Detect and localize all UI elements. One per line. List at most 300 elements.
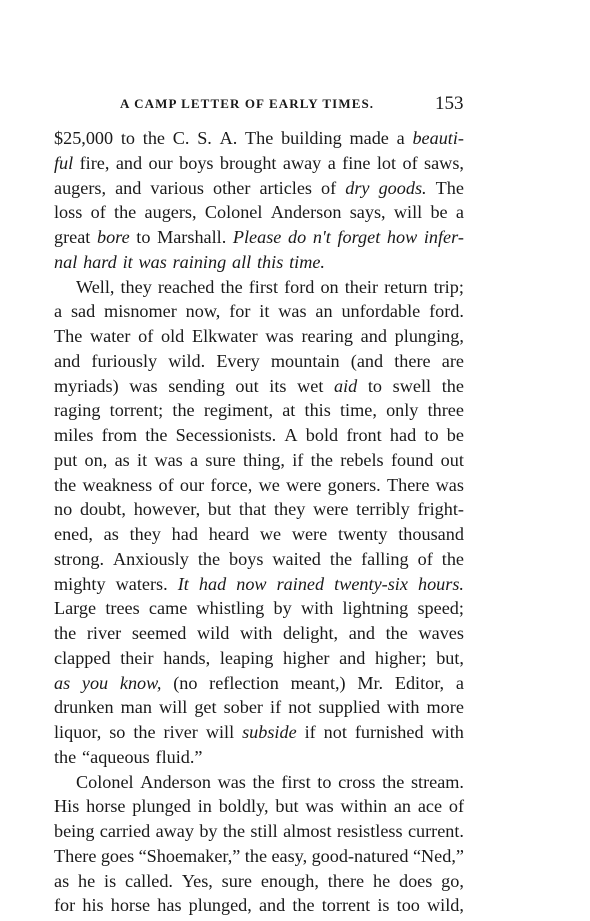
word: thousand xyxy=(398,524,464,544)
word: how xyxy=(386,227,418,247)
word: horse xyxy=(86,796,126,817)
word: “Ned,” xyxy=(412,845,464,866)
text-line xyxy=(54,794,464,819)
word: and xyxy=(258,895,286,916)
word: furiously xyxy=(91,350,158,371)
word: they xyxy=(273,499,306,520)
word: Mr. xyxy=(357,672,384,693)
word: myriads) xyxy=(54,375,119,396)
word: had xyxy=(171,524,198,544)
word: augers, xyxy=(144,202,197,223)
word: thing, xyxy=(243,449,285,470)
word: if xyxy=(304,722,316,742)
word: the xyxy=(220,276,243,297)
word: leaping xyxy=(219,647,274,668)
word: do xyxy=(288,227,307,247)
word: brought xyxy=(219,152,277,173)
word: the xyxy=(222,821,246,841)
word: plunging, xyxy=(394,326,464,346)
word: they xyxy=(129,524,161,544)
word: go, xyxy=(441,870,464,891)
word: a xyxy=(190,449,199,470)
word: Anderson xyxy=(140,771,211,792)
word: we xyxy=(258,474,280,495)
word: ford. xyxy=(429,301,464,322)
word: with xyxy=(300,598,334,619)
word: and xyxy=(115,177,142,198)
word: horse xyxy=(110,895,151,916)
word: nal xyxy=(54,251,78,272)
word: a xyxy=(455,202,464,223)
text-line xyxy=(54,720,464,745)
word: will xyxy=(159,697,188,718)
word: was xyxy=(217,771,246,792)
word: “Shoemaker,” xyxy=(138,845,241,866)
text-line xyxy=(54,671,464,696)
word: was xyxy=(138,251,167,272)
word: Secessionists. xyxy=(175,425,277,445)
word: the xyxy=(310,449,333,470)
word: the xyxy=(114,202,137,223)
word: aid xyxy=(334,375,358,396)
word: with xyxy=(431,722,464,742)
text-line xyxy=(54,250,464,275)
word: the xyxy=(252,771,275,792)
word: for xyxy=(229,301,251,322)
word: articles xyxy=(259,177,312,198)
word: were xyxy=(291,524,328,544)
word: building xyxy=(281,128,342,148)
word: away xyxy=(155,821,194,841)
word: out xyxy=(235,375,259,396)
word: called. xyxy=(125,870,173,891)
word: Marshall. xyxy=(157,227,227,247)
word: as xyxy=(114,449,130,470)
word: does xyxy=(398,870,433,891)
word: their xyxy=(344,276,379,297)
text-line xyxy=(54,646,464,671)
word: higher; xyxy=(375,647,427,668)
word: heard xyxy=(208,524,250,544)
word: hours. xyxy=(417,573,464,594)
word: was xyxy=(305,796,334,817)
word: not xyxy=(323,722,347,742)
text-line xyxy=(54,423,464,448)
word: lot xyxy=(376,152,397,173)
word: wild xyxy=(197,623,230,643)
word: the xyxy=(133,722,156,742)
text-line xyxy=(54,621,464,646)
word: falling xyxy=(361,548,409,569)
word: beauti- xyxy=(412,128,464,148)
word: a xyxy=(396,128,405,148)
word: as xyxy=(103,524,119,544)
word: wild. xyxy=(168,350,206,371)
word: all xyxy=(231,251,252,272)
text-line xyxy=(54,844,464,869)
word: meant,) xyxy=(290,672,346,693)
word: cross xyxy=(338,771,376,792)
word: Colonel xyxy=(204,202,263,223)
text-line xyxy=(54,745,464,770)
word: you xyxy=(81,672,109,693)
word: sober xyxy=(223,697,263,718)
word: bold xyxy=(305,425,339,445)
word: whistling xyxy=(196,598,265,619)
word: it xyxy=(122,251,133,272)
text-line xyxy=(54,473,464,498)
word: boys xyxy=(179,152,214,173)
word: force, xyxy=(210,474,253,495)
word: twenty-six xyxy=(334,573,408,594)
word: the xyxy=(54,474,77,495)
word: a xyxy=(327,152,336,173)
word: trees xyxy=(105,598,140,619)
word: Large xyxy=(54,598,97,619)
word: raging xyxy=(54,400,101,421)
text-line xyxy=(54,522,464,547)
word: clapped xyxy=(54,647,111,668)
word: on, xyxy=(84,449,108,470)
word: enough, xyxy=(260,870,319,891)
word: other xyxy=(213,177,251,198)
word: The xyxy=(54,326,83,346)
word: but xyxy=(207,499,232,520)
word: only xyxy=(386,400,419,421)
word: is xyxy=(377,895,390,916)
word: liquor, xyxy=(54,722,102,742)
word: if xyxy=(270,697,282,718)
word: an xyxy=(315,301,333,322)
word: easy, xyxy=(271,845,308,866)
word: the xyxy=(54,746,77,767)
word: goes xyxy=(100,845,135,866)
word: river xyxy=(86,623,122,643)
word: ace xyxy=(417,796,443,817)
word: had xyxy=(389,425,417,445)
word: the xyxy=(54,623,77,643)
word: that xyxy=(238,499,267,520)
word: Yes, xyxy=(181,870,213,891)
page-header xyxy=(0,93,590,117)
word: out xyxy=(440,449,464,470)
word: delight, xyxy=(283,623,339,643)
word: $25,000 xyxy=(54,128,114,148)
word: a xyxy=(54,301,63,322)
word: their xyxy=(120,647,154,668)
word: sure xyxy=(221,870,252,891)
word: Every xyxy=(216,350,260,371)
word: still xyxy=(250,821,278,841)
word: as xyxy=(54,870,70,891)
word: infer- xyxy=(423,227,464,247)
word: is xyxy=(104,870,117,891)
word: his xyxy=(82,895,104,916)
word: raining xyxy=(172,251,227,272)
word: had xyxy=(198,573,227,594)
word: there xyxy=(394,350,431,371)
word: torrent xyxy=(321,895,371,916)
word: seemed xyxy=(131,623,187,643)
word: of xyxy=(417,548,433,569)
text-line xyxy=(54,869,464,894)
word: reached xyxy=(157,276,215,297)
text-line xyxy=(54,299,464,324)
text-line xyxy=(54,819,464,844)
word: was xyxy=(265,326,294,346)
word: there xyxy=(327,870,365,891)
word: fire, xyxy=(79,152,110,173)
word: of xyxy=(321,177,337,198)
word: for xyxy=(54,895,76,916)
text-line xyxy=(54,374,464,399)
word: was xyxy=(278,301,307,322)
word: forget xyxy=(337,227,381,247)
word: fine xyxy=(342,152,371,173)
word: and xyxy=(115,152,143,173)
text-line xyxy=(54,596,464,621)
word: the xyxy=(142,128,165,148)
word: time, xyxy=(340,400,377,421)
text-line xyxy=(54,572,464,597)
word: boldly, xyxy=(218,796,269,817)
word: (and xyxy=(350,350,384,371)
word: came xyxy=(148,598,188,619)
word: will xyxy=(393,202,423,223)
word: resistless xyxy=(336,821,403,841)
word: he xyxy=(372,870,391,891)
word: the xyxy=(329,548,353,569)
word: waters. xyxy=(115,573,168,594)
word: current. xyxy=(407,821,464,841)
word: sending xyxy=(168,375,225,396)
word: an xyxy=(393,796,411,817)
word: saws, xyxy=(424,152,464,173)
word: Elkwater xyxy=(192,326,258,346)
word: by xyxy=(273,598,292,619)
word: made xyxy=(349,128,389,148)
word: Colonel xyxy=(76,771,134,792)
word: to xyxy=(317,771,332,792)
word: lightning xyxy=(342,598,409,619)
word: were xyxy=(286,474,322,495)
running-head: A CAMP LETTER OF EARLY TIMES. xyxy=(120,96,375,111)
text-line xyxy=(54,349,464,374)
word: Editor, xyxy=(394,672,445,693)
word: C. xyxy=(172,128,190,148)
word: miles xyxy=(54,425,94,445)
word: (no xyxy=(173,672,198,693)
word: put xyxy=(54,449,78,470)
word: to xyxy=(367,375,383,396)
word: drunken xyxy=(54,697,114,718)
word: plunged, xyxy=(188,895,252,916)
word: goods. xyxy=(378,177,427,198)
word: of xyxy=(158,474,174,495)
word: twenty xyxy=(337,524,388,544)
word: found xyxy=(390,449,434,470)
word: know, xyxy=(119,672,162,693)
word: now xyxy=(236,573,267,594)
word: be xyxy=(446,425,464,445)
word: river xyxy=(163,722,198,742)
text-line xyxy=(54,200,464,225)
word: fright- xyxy=(417,499,464,520)
word: was xyxy=(129,375,158,396)
word: rearing xyxy=(301,326,353,346)
word: time. xyxy=(289,251,325,272)
word: as xyxy=(54,672,71,693)
word: at xyxy=(282,400,296,421)
text-line xyxy=(54,893,464,918)
word: now, xyxy=(185,301,221,322)
word: it xyxy=(259,301,270,322)
word: Please xyxy=(232,227,282,247)
word: the xyxy=(292,895,315,916)
word: to xyxy=(120,128,136,148)
word: man xyxy=(120,697,152,718)
word: S. xyxy=(197,128,212,148)
word: the xyxy=(441,375,464,396)
word: weakness xyxy=(82,474,153,495)
word: wild, xyxy=(427,895,464,916)
word: three xyxy=(427,400,464,421)
text-line xyxy=(54,151,464,176)
word: first xyxy=(281,771,311,792)
word: plunged xyxy=(132,796,191,817)
word: to xyxy=(424,425,439,445)
word: has xyxy=(157,895,182,916)
word: the xyxy=(385,623,408,643)
word: boys xyxy=(229,548,264,569)
word: with xyxy=(240,623,273,643)
word: so xyxy=(109,722,126,742)
word: and xyxy=(54,350,81,371)
word: he xyxy=(78,870,96,891)
word: misnomer xyxy=(104,301,177,322)
word: this xyxy=(304,400,331,421)
body-text xyxy=(54,126,464,918)
word: sure xyxy=(205,449,236,470)
word: strong. xyxy=(54,548,105,569)
word: but, xyxy=(436,647,464,668)
word: His xyxy=(54,796,80,817)
word: various xyxy=(150,177,204,198)
word: rebels xyxy=(340,449,384,470)
word: our xyxy=(148,152,173,173)
text-line xyxy=(54,448,464,473)
word: waves xyxy=(418,623,464,643)
word: augers, xyxy=(54,177,107,198)
word: no xyxy=(54,499,73,520)
word: within xyxy=(340,796,388,817)
word: bore xyxy=(96,227,130,247)
word: with xyxy=(387,697,420,718)
word: subside xyxy=(242,722,297,742)
word: hands, xyxy=(163,647,211,668)
word: the xyxy=(382,771,405,792)
word: regiment, xyxy=(203,400,274,421)
word: it xyxy=(137,449,148,470)
word: its xyxy=(269,375,287,396)
word: A. xyxy=(219,128,238,148)
word: ened, xyxy=(54,524,93,544)
text-line xyxy=(54,398,464,423)
text-line xyxy=(54,770,464,795)
word: trip; xyxy=(433,276,464,297)
word: of xyxy=(402,152,418,173)
text-line xyxy=(54,176,464,201)
word: of xyxy=(138,326,154,346)
word: higher xyxy=(283,647,330,668)
word: mountain xyxy=(270,350,340,371)
word: to xyxy=(136,227,151,247)
word: The xyxy=(435,177,464,198)
word: the xyxy=(172,400,195,421)
word: the xyxy=(244,845,268,866)
word: n't xyxy=(312,227,331,247)
word: goners. xyxy=(327,474,381,495)
word: stream. xyxy=(410,771,464,792)
word: too xyxy=(396,895,420,916)
word: from xyxy=(101,425,137,445)
word: our xyxy=(179,474,205,495)
word: the xyxy=(145,425,168,445)
word: torrent; xyxy=(109,400,164,421)
word: if xyxy=(292,449,304,470)
page-number: 153 xyxy=(435,93,464,114)
word: on xyxy=(320,276,339,297)
word: wet xyxy=(297,375,324,396)
word: and xyxy=(348,623,375,643)
word: reflection xyxy=(209,672,279,693)
word: they xyxy=(120,276,152,297)
word: but xyxy=(275,796,299,817)
word: “aqueous xyxy=(82,746,150,767)
word: terribly xyxy=(356,499,410,520)
word: the xyxy=(441,548,464,569)
text-line xyxy=(54,695,464,720)
word: Well, xyxy=(76,276,115,297)
word: were xyxy=(313,499,349,520)
word: first xyxy=(248,276,279,297)
word: There xyxy=(386,474,430,495)
word: supplied xyxy=(318,697,381,718)
word: be xyxy=(430,202,448,223)
word: front xyxy=(346,425,382,445)
word: sad xyxy=(70,301,96,322)
word: of xyxy=(448,796,464,817)
word: loss xyxy=(54,202,83,223)
word: ful xyxy=(54,152,74,173)
word: was xyxy=(435,474,464,495)
word: swell xyxy=(392,375,432,396)
word: almost xyxy=(283,821,332,841)
word: by xyxy=(199,821,218,841)
word: of xyxy=(90,202,106,223)
word: carried xyxy=(99,821,151,841)
word: mighty xyxy=(54,573,106,594)
word: was xyxy=(154,449,183,470)
word: old xyxy=(161,326,185,346)
word: waited xyxy=(272,548,321,569)
word: get xyxy=(194,697,217,718)
word: rained xyxy=(276,573,325,594)
word: however, xyxy=(133,499,201,520)
text-line xyxy=(54,126,464,151)
word: return xyxy=(384,276,428,297)
word: the xyxy=(197,548,221,569)
